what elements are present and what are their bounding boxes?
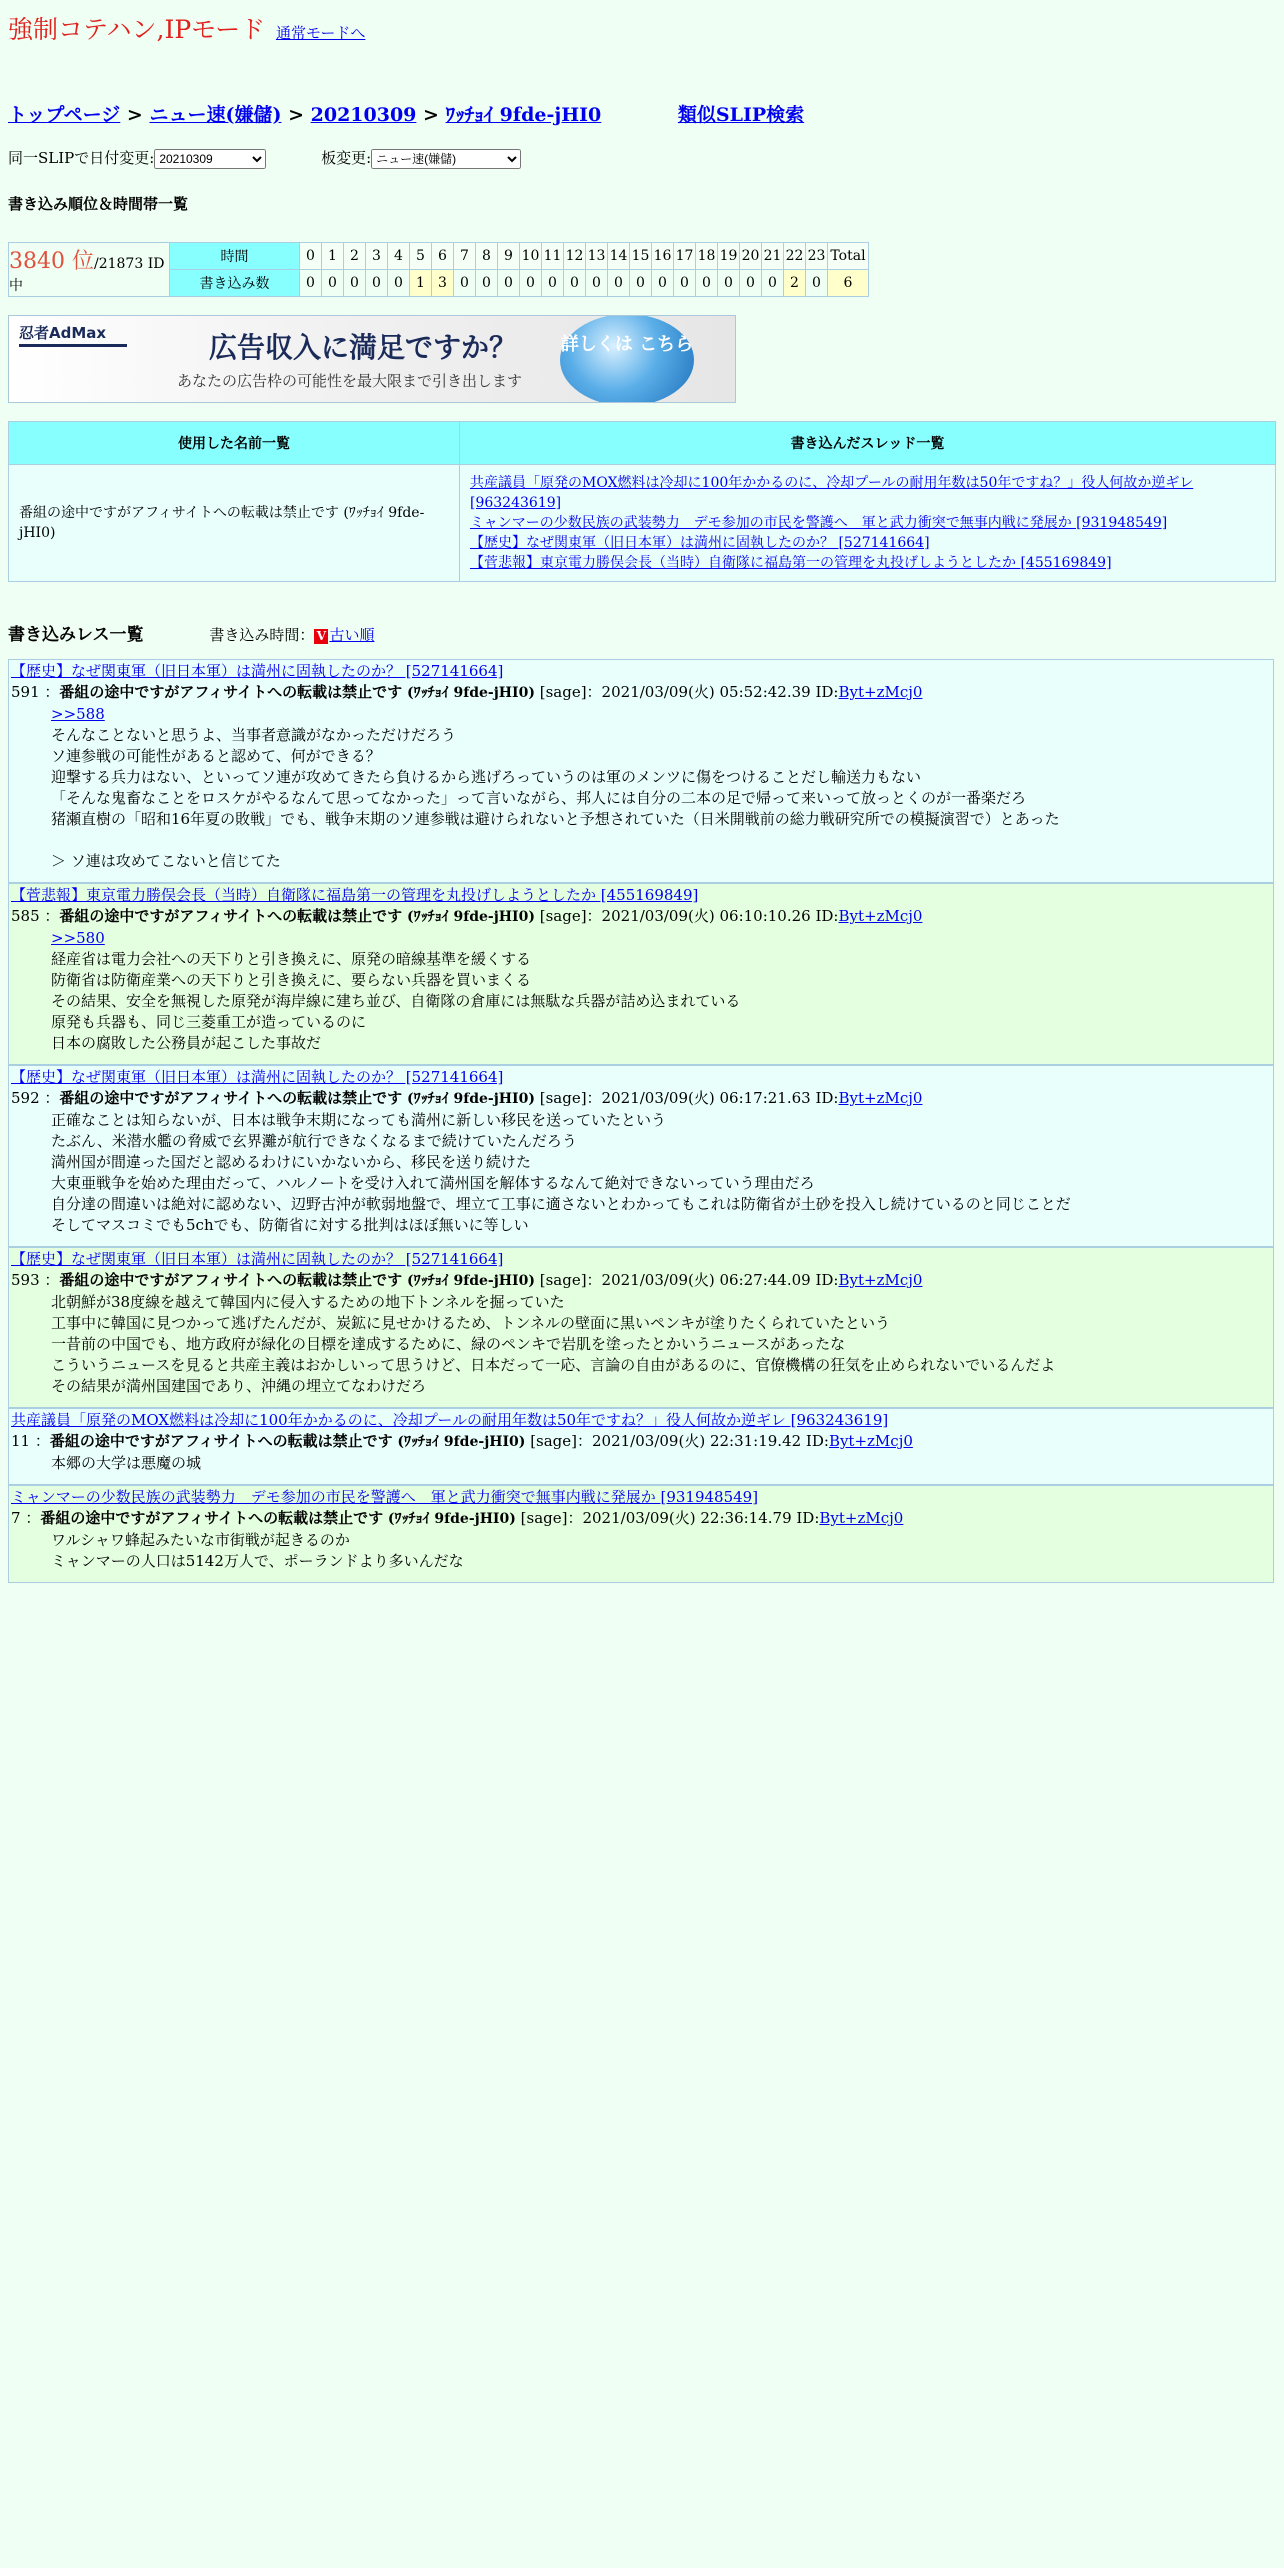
thread-link[interactable]: 【歴史】なぜ関東軍（旧日本軍）は満州に固執したのか？ [527141664] bbox=[470, 535, 930, 551]
post-author-name: 番組の途中ですがアフィサイトへの転載は禁止です bbox=[59, 1089, 403, 1107]
count-cell: 0 bbox=[564, 270, 586, 297]
hour-cell: 3 bbox=[366, 243, 388, 270]
post-author-name: 番組の途中ですがアフィサイトへの転載は禁止です bbox=[59, 907, 403, 925]
post-timestamp: [sage]：2021/03/09(火) 22:31:19.42 ID: bbox=[530, 1432, 829, 1450]
post-meta: 11 ：番組の途中ですがアフィサイトへの転載は禁止です (ﾜｯﾁｮｲ 9fde-jHI0) [sage]：2021/03/09(火) 22:31:19.42 ID:Byt+zMcj0 bbox=[11, 1432, 913, 1450]
thread-link[interactable]: 共産議員「原発のMOX燃料は冷却に100年かかるのに、冷却プールの耐用年数は50年ですね？」役人何故か逆ギレ [963243619] bbox=[470, 475, 1194, 511]
post-id-link[interactable]: Byt+zMcj0 bbox=[838, 1271, 923, 1289]
ad-subtext: あなたの広告枠の可能性を最大限まで引き出します bbox=[177, 372, 523, 390]
post-body bbox=[11, 1110, 1271, 1236]
post-id-link[interactable]: Byt+zMcj0 bbox=[828, 1432, 913, 1450]
similar-slip-search-link[interactable]: 類似SLIP検索 bbox=[677, 104, 805, 126]
post-author-name: 番組の途中ですがアフィサイトへの転載は禁止です bbox=[40, 1509, 384, 1527]
normal-mode-link[interactable]: 通常モードへ bbox=[275, 24, 366, 42]
rank-total: /21873 ID中 bbox=[9, 256, 165, 294]
post-line: ミャンマーの人口は5142万人で、ポーランドより多いんだな bbox=[51, 1552, 464, 1570]
post-author-trip: (ﾜｯﾁｮｲ 9fde-jHI0) bbox=[397, 1434, 526, 1450]
count-cell: 0 bbox=[366, 270, 388, 297]
hour-cell: 18 bbox=[696, 243, 718, 270]
post-author-trip: (ﾜｯﾁｮｲ 9fde-jHI0) bbox=[406, 1091, 535, 1107]
hour-cell: 13 bbox=[586, 243, 608, 270]
breadcrumb-id[interactable]: ﾜｯﾁｮｲ 9fde-jHI0 bbox=[445, 104, 602, 126]
count-cell: 0 bbox=[806, 270, 828, 297]
post-author-trip: (ﾜｯﾁｮｲ 9fde-jHI0) bbox=[406, 1273, 535, 1289]
post-line: 迎撃する兵力はない、といってソ連が攻めてきたら負けるから逃げろっていうのは軍のメンツに傷をつけることだし輸送力もない bbox=[51, 768, 922, 786]
time-row-label: 時間 bbox=[170, 243, 300, 270]
post-body bbox=[11, 1453, 1271, 1474]
board-select[interactable] bbox=[371, 149, 521, 169]
post bbox=[8, 1408, 1274, 1485]
count-cell: 0 bbox=[718, 270, 740, 297]
post-line: 自分達の間違いは絶対に認めない、辺野古沖が軟弱地盤で、埋立て工事に適さないとわかってもこれは防衛省が土砂を投入し続けているのと同じことだ bbox=[51, 1195, 1071, 1213]
post-meta: 7 ：番組の途中ですがアフィサイトへの転載は禁止です (ﾜｯﾁｮｲ 9fde-jHI0) [sage]：2021/03/09(火) 22:36:14.79 ID:Byt+zMcj0 bbox=[11, 1509, 904, 1527]
count-cell: 0 bbox=[630, 270, 652, 297]
selector-row bbox=[8, 147, 1276, 169]
post-line: 「そんな鬼畜なことをロスケがやるなんて思ってなかった」って言いながら、邦人には自分の二本の足で帰って来いって放っとくのが一番楽だろ bbox=[51, 789, 1027, 807]
ad-details-button[interactable]: 詳しくは こちら bbox=[560, 315, 694, 403]
sort-order bbox=[209, 626, 374, 644]
post-timestamp: [sage]：2021/03/09(火) 05:52:42.39 ID: bbox=[539, 683, 839, 701]
post-number: 593 bbox=[11, 1271, 40, 1289]
post-author-name: 番組の途中ですがアフィサイトへの転載は禁止です bbox=[49, 1432, 393, 1450]
hour-cell: 21 bbox=[762, 243, 784, 270]
count-cell: 0 bbox=[498, 270, 520, 297]
hour-cell: 15 bbox=[630, 243, 652, 270]
post-meta: 585 ：番組の途中ですがアフィサイトへの転載は禁止です (ﾜｯﾁｮｲ 9fde-jHI0) [sage]：2021/03/09(火) 06:10:10.26 ID:Byt+zMcj0 bbox=[11, 907, 923, 925]
post-line: 経産省は電力会社への天下りと引き換えに、原発の暗線基準を緩くする bbox=[51, 950, 532, 968]
hour-cell: 8 bbox=[476, 243, 498, 270]
breadcrumb-board[interactable]: ニュー速(嫌儲) bbox=[149, 104, 282, 126]
count-cell: 0 bbox=[344, 270, 366, 297]
stats-heading: 書き込み順位＆時間帯一覧 bbox=[8, 195, 189, 213]
count-cell: 0 bbox=[674, 270, 696, 297]
post bbox=[8, 1485, 1274, 1583]
count-cell: 0 bbox=[300, 270, 322, 297]
count-cell: 0 bbox=[388, 270, 410, 297]
breadcrumb-sep: > bbox=[423, 104, 439, 126]
breadcrumb-sep: > bbox=[126, 104, 143, 126]
count-cell: 0 bbox=[542, 270, 564, 297]
hour-cell: 0 bbox=[300, 243, 322, 270]
post-line: 満州国が間違った国だと認めるわけにいかないから、移民を送り続けた bbox=[51, 1153, 532, 1171]
post-thread-link[interactable]: 共産議員「原発のMOX燃料は冷却に100年かかるのに、冷却プールの耐用年数は50年ですね？」役人何故か逆ギレ [963243619] bbox=[11, 1411, 889, 1429]
ad-logo: 忍者AdMax bbox=[19, 322, 127, 347]
post-meta: 593 ：番組の途中ですがアフィサイトへの転載は禁止です (ﾜｯﾁｮｲ 9fde-jHI0) [sage]：2021/03/09(火) 06:27:44.09 ID:Byt+zMcj0 bbox=[11, 1271, 923, 1289]
post-author-trip: (ﾜｯﾁｮｲ 9fde-jHI0) bbox=[406, 685, 535, 701]
post-line: ワルシャワ蜂起みたいな市街戦が起きるのか bbox=[51, 1531, 350, 1549]
post-line: 工事中に韓国に見つかって逃げたんだが、炭鉱に見せかけるため、トンネルの壁面に黒いペンキが塗りたくられていたという bbox=[51, 1314, 890, 1332]
hour-cell: 19 bbox=[718, 243, 740, 270]
count-cell: 3 bbox=[432, 270, 454, 297]
ad-headline: 広告収入に満足ですか？ bbox=[209, 331, 518, 364]
hour-cell: 6 bbox=[432, 243, 454, 270]
post-line: そんなことないと思うよ、当事者意識がなかっただけだろう bbox=[51, 726, 457, 744]
post-list-header bbox=[8, 620, 1276, 645]
post-body bbox=[11, 928, 1271, 1054]
count-cell: 0 bbox=[520, 270, 542, 297]
post-line: そしてマスコミでも5chでも、防衛省に対する批判はほぼ無いに等しい bbox=[51, 1216, 529, 1234]
count-cell: 2 bbox=[784, 270, 806, 297]
post-line: 猪瀬直樹の「昭和16年夏の敗戦」でも、戦争末期のソ連参戦は避けられないと予想されていた（日米開戦前の総力戦研究所での模擬演習で）とあった bbox=[51, 810, 1060, 828]
post-author-name: 番組の途中ですがアフィサイトへの転載は禁止です bbox=[59, 1271, 403, 1289]
post bbox=[8, 1065, 1274, 1247]
reply-anchor-link[interactable]: >>588 bbox=[51, 705, 105, 723]
board-change-label: 板変更: bbox=[321, 149, 372, 167]
date-change-label: 同一SLIPで日付変更: bbox=[8, 149, 155, 167]
post-number: 7 bbox=[11, 1509, 21, 1527]
sort-order-label: 書き込み時間： bbox=[209, 626, 315, 644]
count-cell: 0 bbox=[476, 270, 498, 297]
post-thread-link[interactable]: 【歴史】なぜ関東軍（旧日本軍）は満州に固執したのか？ [527141664] bbox=[11, 662, 504, 680]
post-author-trip: (ﾜｯﾁｮｲ 9fde-jHI0) bbox=[406, 909, 535, 925]
thread-link[interactable]: ミャンマーの少数民族の武装勢力 デモ参加の市民を警護へ 軍と武力衝突で無事内戦に発展か [931948549] bbox=[470, 515, 1168, 531]
mode-title: 強制コテハン,IPモード bbox=[8, 15, 266, 44]
post-list bbox=[8, 659, 1276, 1583]
post-thread-link[interactable]: 【菅悲報】東京電力勝俣会長（当時）自衛隊に福島第一の管理を丸投げしようとしたか [455169849] bbox=[11, 886, 699, 904]
breadcrumb bbox=[8, 100, 1276, 127]
sort-down-icon[interactable]: V bbox=[314, 629, 328, 644]
total-count-cell: 6 bbox=[828, 270, 869, 297]
thread-list bbox=[460, 465, 1276, 582]
hour-cell: 17 bbox=[674, 243, 696, 270]
hour-cell: 4 bbox=[388, 243, 410, 270]
post-line: 北朝鮮が38度線を越えて韓国内に侵入するための地下トンネルを掘っていた bbox=[51, 1293, 565, 1311]
names-col-header: 使用した名前一覧 bbox=[9, 422, 460, 465]
count-row-label: 書き込み数 bbox=[170, 270, 300, 297]
post bbox=[8, 883, 1274, 1065]
post-timestamp: [sage]：2021/03/09(火) 06:17:21.63 ID: bbox=[539, 1089, 839, 1107]
post bbox=[8, 659, 1274, 883]
count-cell: 0 bbox=[322, 270, 344, 297]
hour-cell: 5 bbox=[410, 243, 432, 270]
post-line bbox=[51, 830, 1271, 851]
rank-cell bbox=[9, 243, 170, 297]
post-timestamp: [sage]：2021/03/09(火) 06:27:44.09 ID: bbox=[539, 1271, 839, 1289]
count-cell: 0 bbox=[586, 270, 608, 297]
breadcrumb-date[interactable]: 20210309 bbox=[310, 104, 417, 126]
hour-cell: 9 bbox=[498, 243, 520, 270]
post-id-link[interactable]: Byt+zMcj0 bbox=[838, 683, 923, 701]
post-line: その結果、安全を無視した原発が海岸線に建ち並び、自衛隊の倉庫には無駄な兵器が詰め込まれている bbox=[51, 992, 741, 1010]
post-line: ＞ ソ連は攻めてこないと信じてた bbox=[51, 852, 281, 870]
post-line: 正確なことは知らないが、日本は戦争末期になっても満州に新しい移民を送っていたという bbox=[51, 1111, 667, 1129]
post-body bbox=[11, 1530, 1271, 1572]
post-meta: 592 ：番組の途中ですがアフィサイトへの転載は禁止です (ﾜｯﾁｮｲ 9fde-jHI0) [sage]：2021/03/09(火) 06:17:21.63 ID:Byt+zMcj0 bbox=[11, 1089, 923, 1107]
post-line: 一昔前の中国でも、地方政府が緑化の目標を達成するために、緑のペンキで岩肌を塗ったとかいうニュースがあったな bbox=[51, 1335, 846, 1353]
hour-cell: 1 bbox=[322, 243, 344, 270]
hour-cell: 11 bbox=[542, 243, 564, 270]
post-number: 591 bbox=[11, 683, 40, 701]
names-threads-table bbox=[8, 421, 1276, 582]
hour-cell: 14 bbox=[608, 243, 630, 270]
post-body bbox=[11, 704, 1271, 872]
post-id-link[interactable]: Byt+zMcj0 bbox=[819, 1509, 904, 1527]
ad-banner[interactable] bbox=[8, 315, 736, 403]
post-number: 11 bbox=[11, 1432, 31, 1450]
post-line: 本郷の大学は悪魔の城 bbox=[51, 1454, 202, 1472]
post bbox=[8, 1247, 1274, 1408]
count-cell: 0 bbox=[454, 270, 476, 297]
hour-cell: 16 bbox=[652, 243, 674, 270]
post-line: こういうニュースを見ると共産主義はおかしいって思うけど、日本だって一応、言論の自由があるのに、官僚機構の狂気を止められないでいるんだよ bbox=[51, 1356, 1056, 1374]
post-line: 大東亜戦争を始めた理由だって、ハルノートを受け入れて満州国を解体するなんて絶対できないっていう理由だろ bbox=[51, 1174, 815, 1192]
post-body bbox=[11, 1292, 1271, 1397]
hour-cell: 22 bbox=[784, 243, 806, 270]
hour-cell: 7 bbox=[454, 243, 476, 270]
count-cell: 1 bbox=[410, 270, 432, 297]
hour-cell: 23 bbox=[806, 243, 828, 270]
post-timestamp: [sage]：2021/03/09(火) 06:10:10.26 ID: bbox=[539, 907, 839, 925]
mode-bar bbox=[8, 10, 1276, 50]
total-header-cell: Total bbox=[828, 243, 869, 270]
count-cell: 0 bbox=[762, 270, 784, 297]
post-timestamp: [sage]：2021/03/09(火) 22:36:14.79 ID: bbox=[520, 1509, 820, 1527]
post-id-link[interactable]: Byt+zMcj0 bbox=[838, 1089, 923, 1107]
hour-cell: 12 bbox=[564, 243, 586, 270]
post-number: 585 bbox=[11, 907, 40, 925]
post-id-link[interactable]: Byt+zMcj0 bbox=[838, 907, 923, 925]
post-thread-link[interactable]: 【歴史】なぜ関東軍（旧日本軍）は満州に固執したのか？ [527141664] bbox=[11, 1250, 504, 1268]
reply-anchor-link[interactable]: >>580 bbox=[51, 929, 105, 947]
post-line: 日本の腐敗した公務員が起こした事故だ bbox=[51, 1034, 322, 1052]
count-cell: 0 bbox=[740, 270, 762, 297]
post-list-title: 書き込みレス一覧 bbox=[8, 625, 144, 645]
count-cell: 0 bbox=[608, 270, 630, 297]
hour-cell: 2 bbox=[344, 243, 366, 270]
sort-oldest-link[interactable]: 古い順 bbox=[329, 626, 375, 644]
rank-value: 3840 位 bbox=[9, 249, 94, 274]
post-author-name: 番組の途中ですがアフィサイトへの転載は禁止です bbox=[59, 683, 403, 701]
used-name: 番組の途中ですがアフィサイトへの転載は禁止です (ﾜｯﾁｮｲ 9fde-jHI0) bbox=[9, 465, 460, 582]
post-thread-link[interactable]: 【歴史】なぜ関東軍（旧日本軍）は満州に固執したのか？ [527141664] bbox=[11, 1068, 504, 1086]
post-line: ソ連参戦の可能性があると認めて、何ができる？ bbox=[51, 747, 381, 765]
hour-cell: 20 bbox=[740, 243, 762, 270]
post-line: その結果が満州国建国であり、沖縄の埋立てなわけだろ bbox=[51, 1377, 427, 1395]
post-number: 592 bbox=[11, 1089, 40, 1107]
post-line: たぶん、米潜水艦の脅威で玄界灘が航行できなくなるまで続けていたんだろう bbox=[51, 1132, 577, 1150]
post-author-trip: (ﾜｯﾁｮｲ 9fde-jHI0) bbox=[387, 1511, 516, 1527]
post-thread-link[interactable]: ミャンマーの少数民族の武装勢力 デモ参加の市民を警護へ 軍と武力衝突で無事内戦に発展か [931948549] bbox=[11, 1488, 759, 1506]
threads-col-header: 書き込んだスレッド一覧 bbox=[460, 422, 1276, 465]
post-line: 原発も兵器も、同じ三菱重工が造っているのに bbox=[51, 1013, 367, 1031]
hour-cell: 10 bbox=[520, 243, 542, 270]
date-select[interactable] bbox=[154, 149, 266, 169]
count-cell: 0 bbox=[652, 270, 674, 297]
breadcrumb-sep: > bbox=[288, 104, 304, 126]
post-line: 防衛省は防衛産業への天下りと引き換えに、要らない兵器を買いまくる bbox=[51, 971, 532, 989]
breadcrumb-top[interactable]: トップページ bbox=[8, 104, 121, 126]
thread-link[interactable]: 【菅悲報】東京電力勝俣会長（当時）自衛隊に福島第一の管理を丸投げしようとしたか [455169849] bbox=[470, 555, 1112, 571]
count-cell: 0 bbox=[696, 270, 718, 297]
hourly-stats-table bbox=[8, 242, 869, 297]
post-meta: 591 ：番組の途中ですがアフィサイトへの転載は禁止です (ﾜｯﾁｮｲ 9fde-jHI0) [sage]：2021/03/09(火) 05:52:42.39 ID:Byt+zMcj0 bbox=[11, 683, 923, 701]
